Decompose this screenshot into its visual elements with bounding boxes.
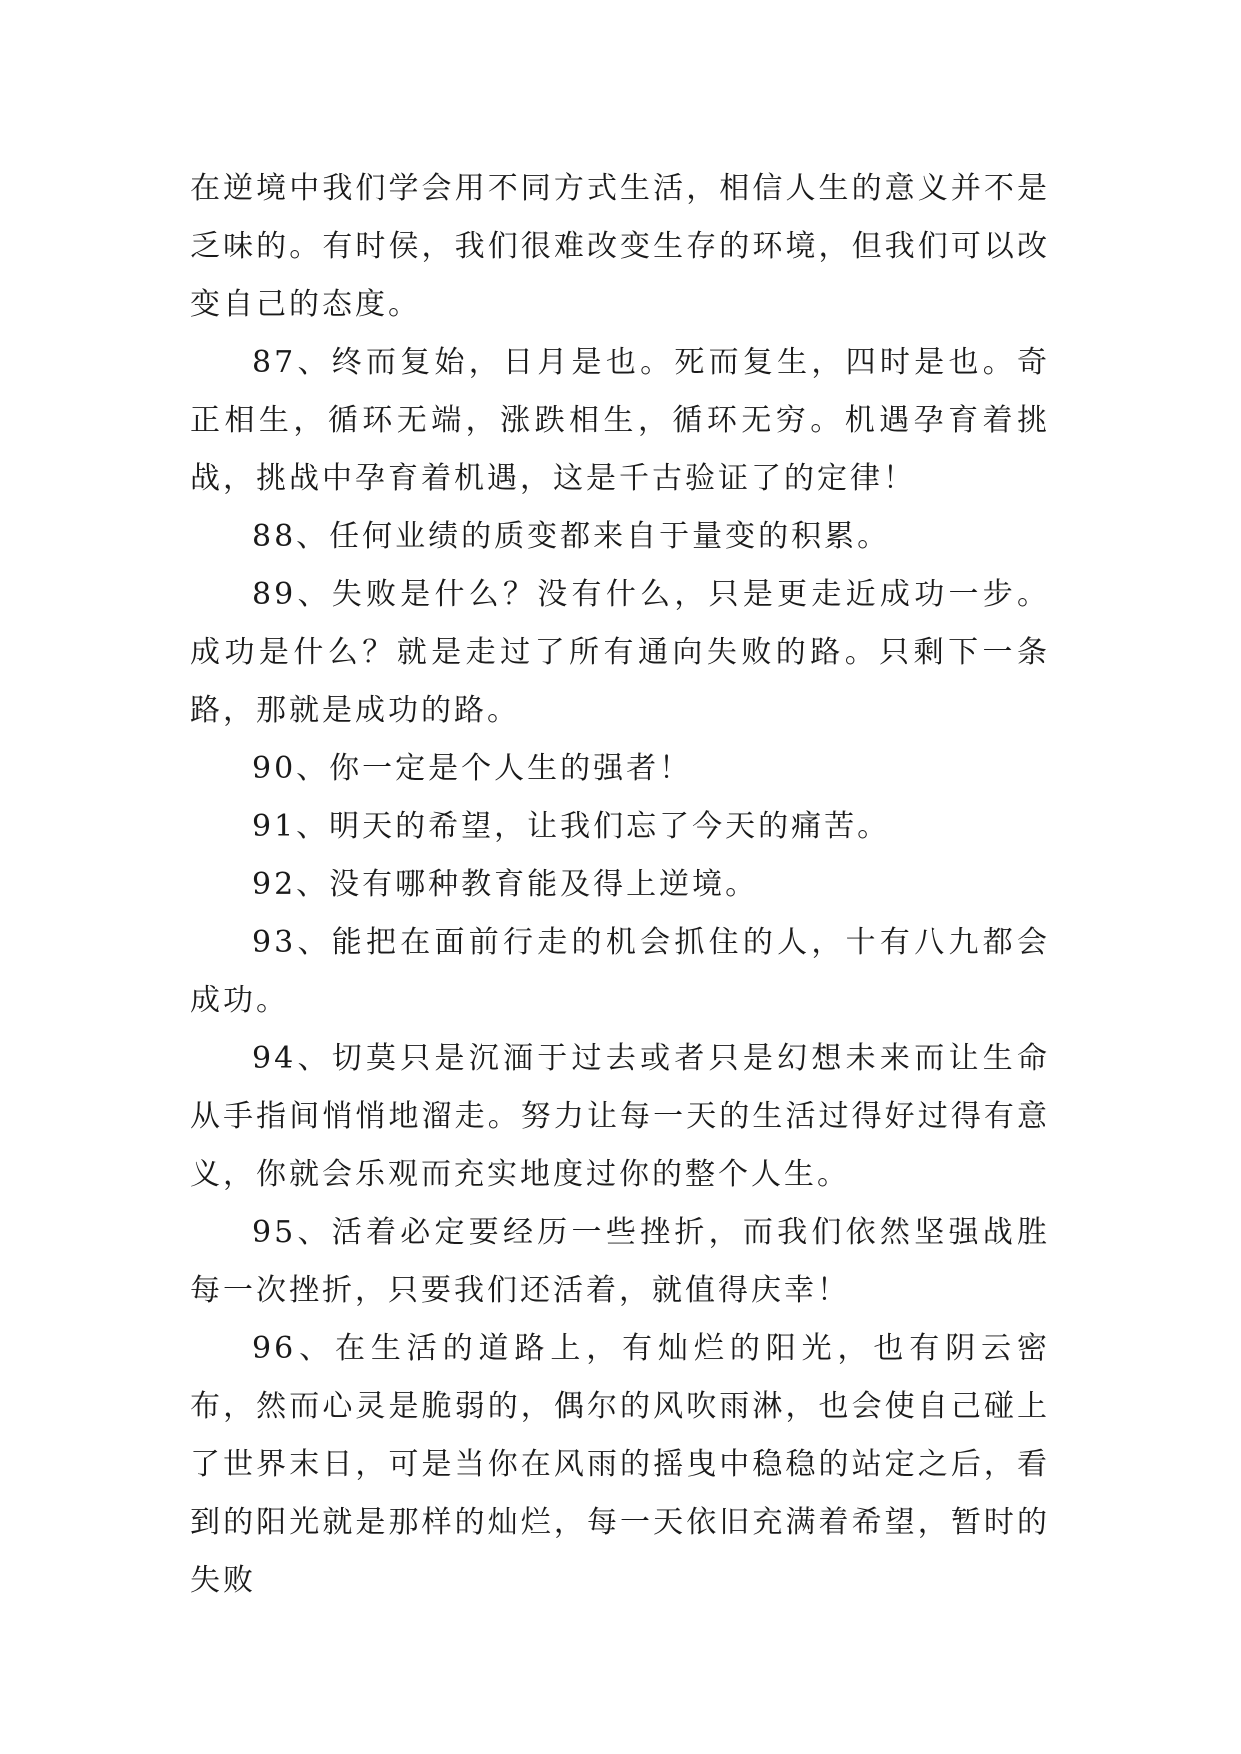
paragraph-88: 88、任何业绩的质变都来自于量变的积累。 bbox=[252, 519, 891, 554]
paragraph-90: 90、你一定是个人生的强者！ bbox=[252, 751, 693, 786]
paragraph-87: 87、终而复始，日月是也。死而复生，四时是也。奇正相生，循环无端，涨跌相生，循环无穷。机遇孕育着挑战，挑战中孕育着机遇，这是千古验证了的定律！ bbox=[190, 345, 1050, 496]
document-body bbox=[190, 160, 1050, 1610]
paragraph-94: 94、切莫只是沉湎于过去或者只是幻想未来而让生命从手指间悄悄地溜走。努力让每一天的生活过得好过得有意义，你就会乐观而充实地度过你的整个人生。 bbox=[190, 1041, 1050, 1192]
paragraph-93: 93、能把在面前行走的机会抓住的人，十有八九都会成功。 bbox=[190, 925, 1050, 1018]
paragraph-92: 92、没有哪种教育能及得上逆境。 bbox=[252, 867, 759, 902]
paragraph-95: 95、活着必定要经历一些挫折，而我们依然坚强战胜每一次挫折，只要我们还活着，就值得庆幸！ bbox=[190, 1215, 1050, 1308]
paragraph-89: 89、失败是什么？没有什么，只是更走近成功一步。成功是什么？就是走过了所有通向失败的路。只剩下一条路，那就是成功的路。 bbox=[190, 577, 1050, 728]
paragraph-91: 91、明天的希望，让我们忘了今天的痛苦。 bbox=[252, 809, 891, 844]
paragraph-intro: 在逆境中我们学会用不同方式生活，相信人生的意义并不是乏味的。有时侯，我们很难改变生存的环境，但我们可以改变自己的态度。 bbox=[190, 171, 1050, 322]
paragraph-96: 96、在生活的道路上，有灿烂的阳光，也有阴云密布，然而心灵是脆弱的，偶尔的风吹雨淋，也会使自己碰上了世界末日，可是当你在风雨的摇曳中稳稳的站定之后，看到的阳光就是那样的灿烂，每一天依旧充满着希望，暂时的失败 bbox=[190, 1331, 1050, 1598]
